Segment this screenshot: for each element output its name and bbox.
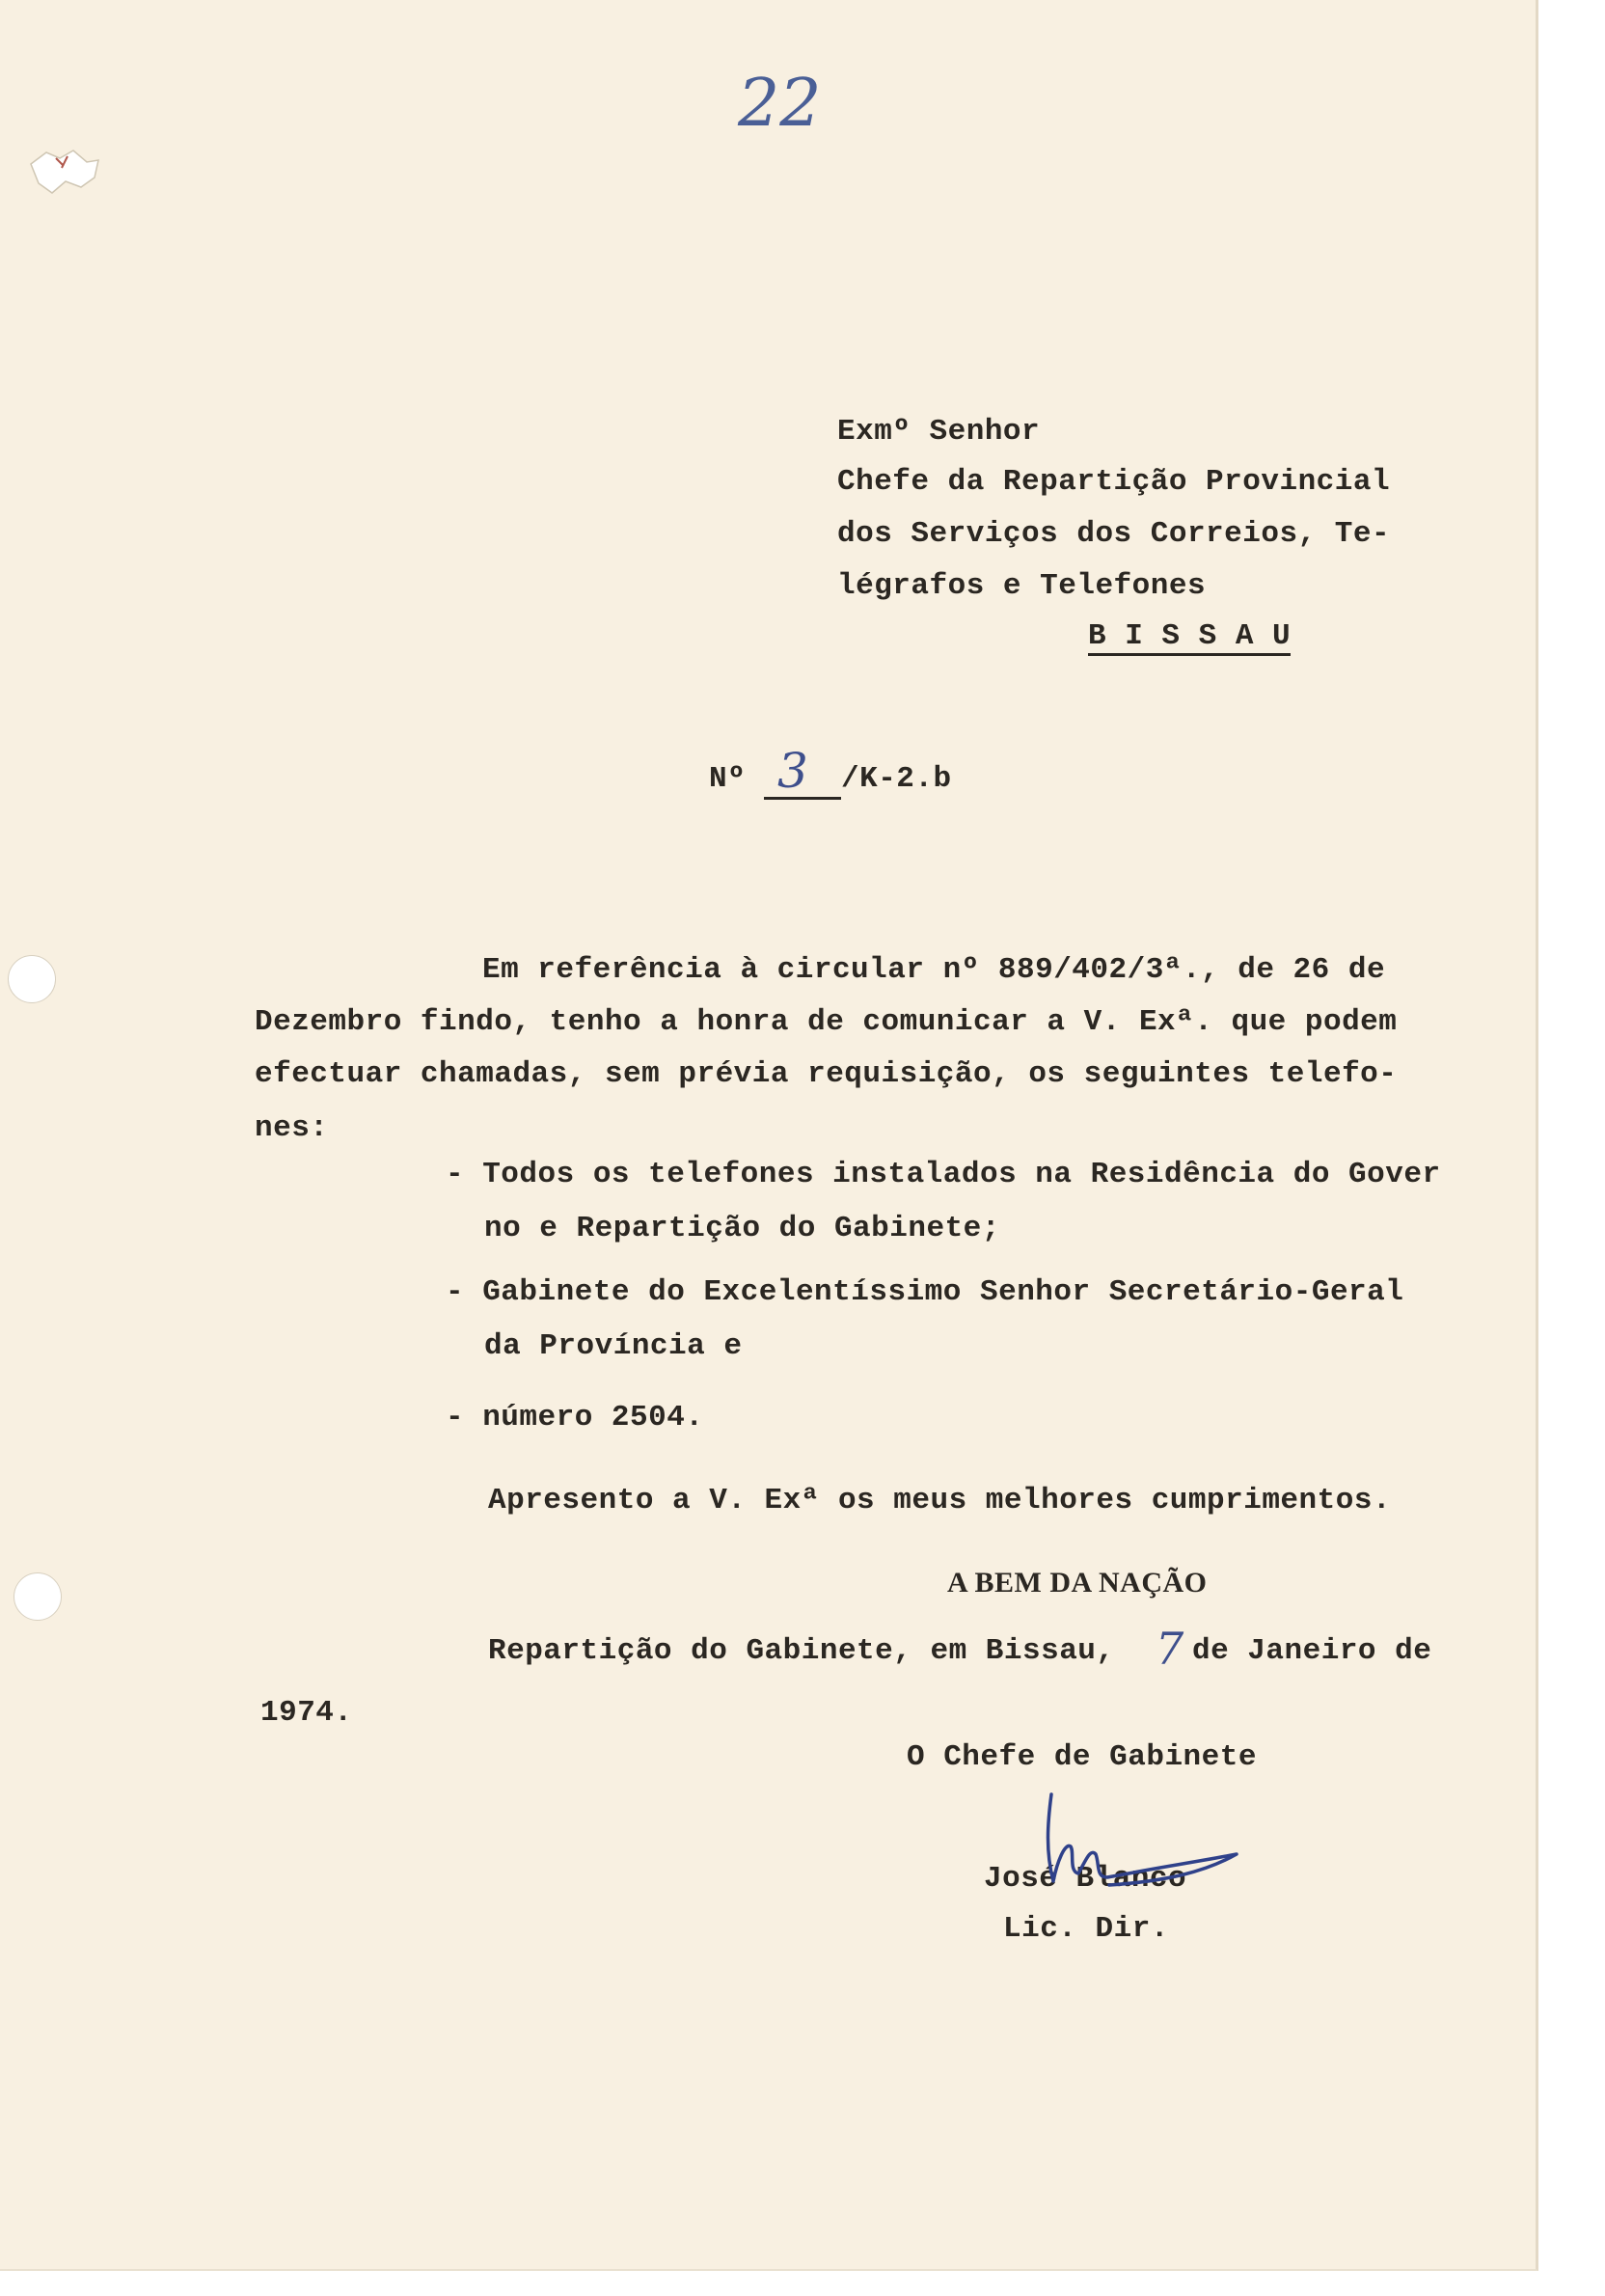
list-item-2-line-1: - Gabinete do Excelentíssimo Senhor Secretário-Geral xyxy=(446,1275,1404,1309)
punch-hole-top xyxy=(8,955,56,1003)
list-item-3: - número 2504. xyxy=(446,1401,704,1435)
body-line-2: Dezembro findo, tenho a honra de comunicar a V. Exª. que podem xyxy=(255,1005,1398,1039)
addressee-line-2: dos Serviços dos Correios, Te- xyxy=(837,517,1391,551)
signature-title: O Chefe de Gabinete xyxy=(907,1740,1257,1774)
body-line-3: efectuar chamadas, sem prévia requisição, os seguintes telefo- xyxy=(255,1057,1398,1091)
motto: A BEM DA NAÇÃO xyxy=(947,1567,1208,1599)
punch-hole-bottom xyxy=(14,1572,62,1621)
date-line-after: de Janeiro de xyxy=(1192,1634,1432,1668)
addressee-line-3: légrafos e Telefones xyxy=(837,569,1207,603)
date-line-before: Repartição do Gabinete, em Bissau, xyxy=(488,1634,1115,1668)
closing-line: Apresento a V. Exª os meus melhores cumprimentos. xyxy=(488,1484,1392,1517)
reference-prefix: Nº xyxy=(709,762,747,796)
addressee-salutation: Exmº Senhor xyxy=(837,415,1041,449)
reference-suffix: /K-2.b xyxy=(841,762,952,796)
date-day-handwritten: 7 xyxy=(1156,1623,1184,1675)
list-item-1-line-1: - Todos os telefones instalados na Residência do Gover xyxy=(446,1158,1441,1191)
body-line-1: Em referência à circular nº 889/402/3ª., de 26 de xyxy=(482,953,1386,987)
reference-number-handwritten: 3 xyxy=(777,743,808,799)
signatory-degree: Lic. Dir. xyxy=(1003,1912,1169,1946)
body-line-4: nes: xyxy=(255,1111,329,1145)
handwritten-page-number: 22 xyxy=(738,66,822,142)
torn-paper-mark xyxy=(27,145,104,203)
signatory-name: José Blanco xyxy=(984,1862,1187,1896)
date-year: 1974. xyxy=(260,1696,353,1730)
list-item-1-line-2: no e Repartição do Gabinete; xyxy=(484,1212,1000,1245)
addressee-city: B I S S A U xyxy=(1088,619,1291,656)
addressee-line-1: Chefe da Repartição Provincial xyxy=(837,465,1391,499)
list-item-2-line-2: da Província e xyxy=(484,1329,743,1363)
handwritten-signature xyxy=(965,1785,1254,1910)
